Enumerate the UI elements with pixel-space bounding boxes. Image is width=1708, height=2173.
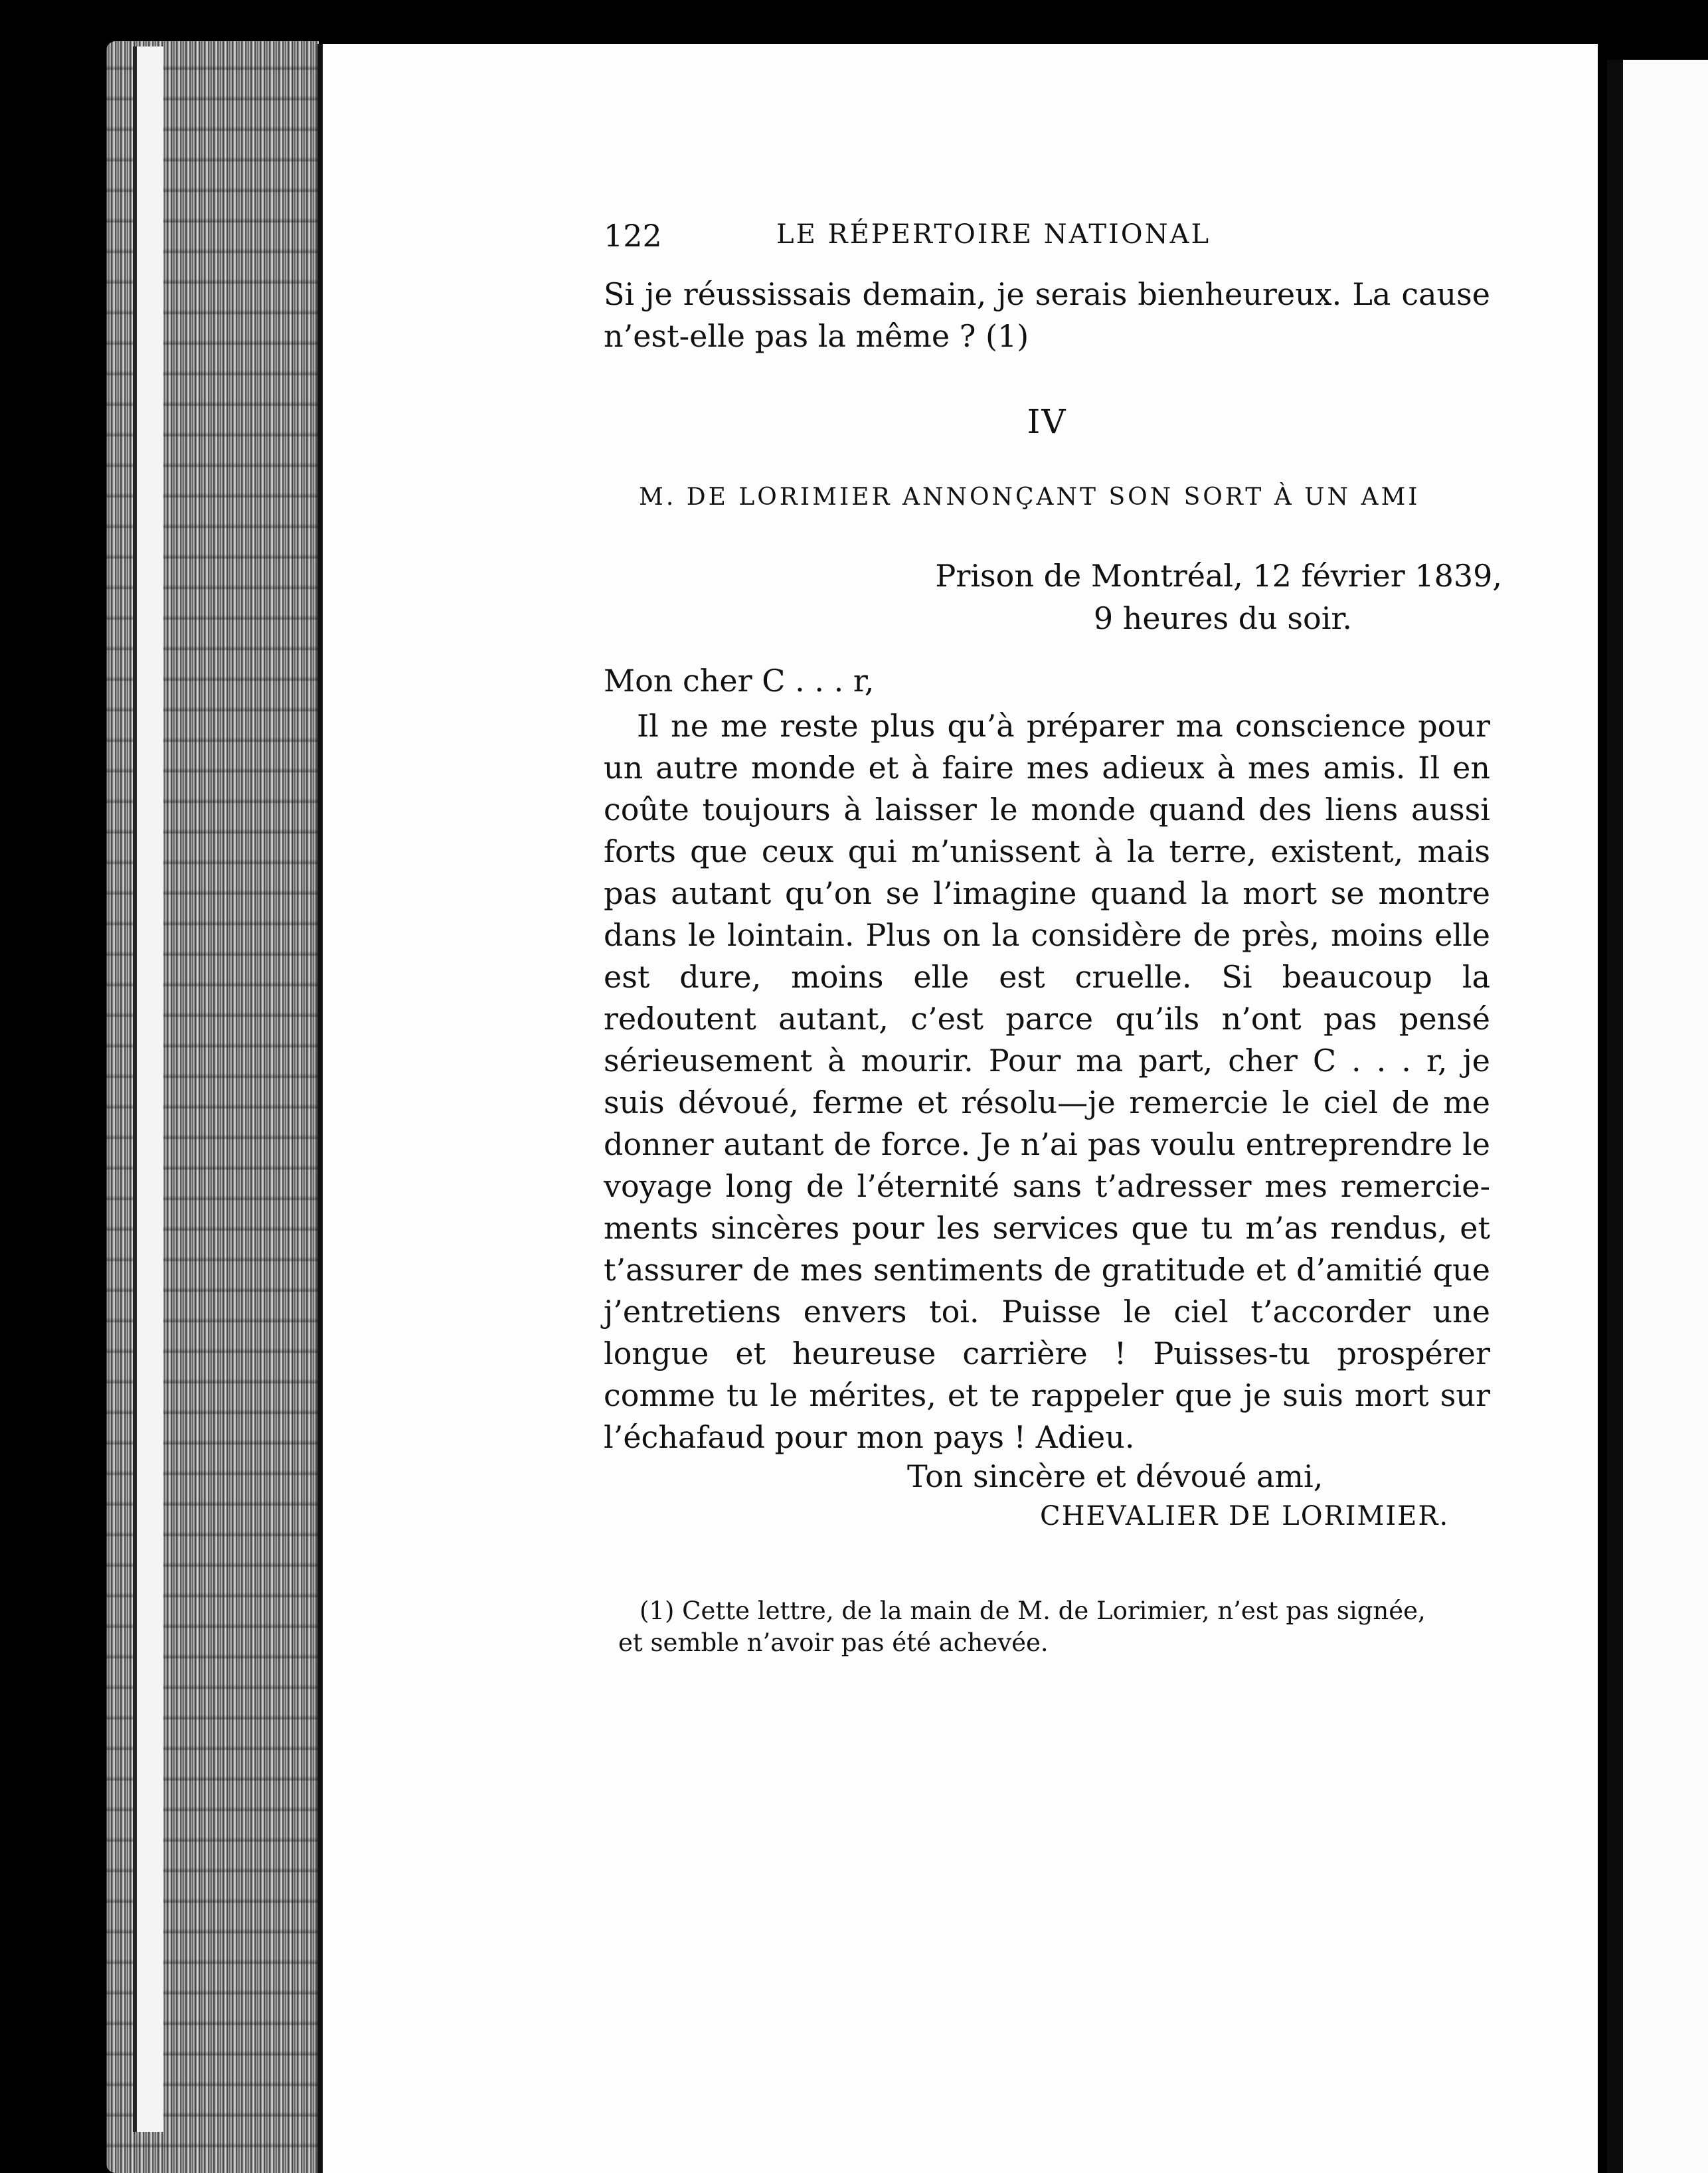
footnote-line-1: (1) Cette lettre, de la main de M. de Lorimier, n’est pas signée, [640,1597,1426,1625]
letter-closing: Ton sincère et dévoué ami, [907,1458,1324,1494]
section-number: IV [1027,402,1067,441]
section-title: M. DE LORIMIER ANNONÇANT SON SORT À UN AMI [639,483,1420,511]
book-cover-edge [133,46,163,2132]
running-title: LE RÉPERTOIRE NATIONAL [776,219,1211,250]
page-number: 122 [604,218,662,254]
letter-signature: CHEVALIER DE LORIMIER. [1040,1501,1450,1531]
continuation-paragraph: Si je réussissais demain, je serais bienheureux. La cause n’est-elle pas la même ? (1) [604,276,1490,354]
letter-salutation: Mon cher C . . . r, [604,663,875,699]
letter-body: Il ne me reste plus qu’à préparer ma conscience pour un autre monde et à faire mes adieux à mes amis. Il en coûte toujours à laisser le monde quand des liens aussi forts que ceux qui m’unissent à la terre, existent, mais pas autant qu’on se l’imagine quand la mort se montre dans le lointain. Plus on la considère de près, moins elle est dure, moins elle est cruelle. Si beaucoup la redoutent autant, c’est parce qu’ils n’ont pas pensé sérieusement à mourir. Pour ma part, cher C . . . r, je suis dévoué, ferme et résolu—je remercie le ciel de me donner autant de force. Je n’ai pas voulu entreprendre le voyage long de l’éternité sans t’adresser mes remerciements sincères pour les services que tu m’as rendus, et t’assurer de mes sentiments de gratitude et d’amitié que j’entretiens envers toi. Puisse le ciel t’accorder une longue et heureuse carrière ! Puisses-tu prospérer comme tu le mérites, et te rappeler que je suis mort sur l’échafaud pour mon pays ! Adieu. [604,708,1490,1455]
footnote-line-2: et semble n’avoir pas été achevée. [618,1628,1049,1657]
dateline-place-date: Prison de Montréal, 12 février 1839, [935,558,1502,594]
footnote [618,1595,1505,1659]
dateline-time: 9 heures du soir. [1093,600,1352,636]
book-page [317,44,1598,2173]
facing-page-edge [1607,60,1708,2173]
